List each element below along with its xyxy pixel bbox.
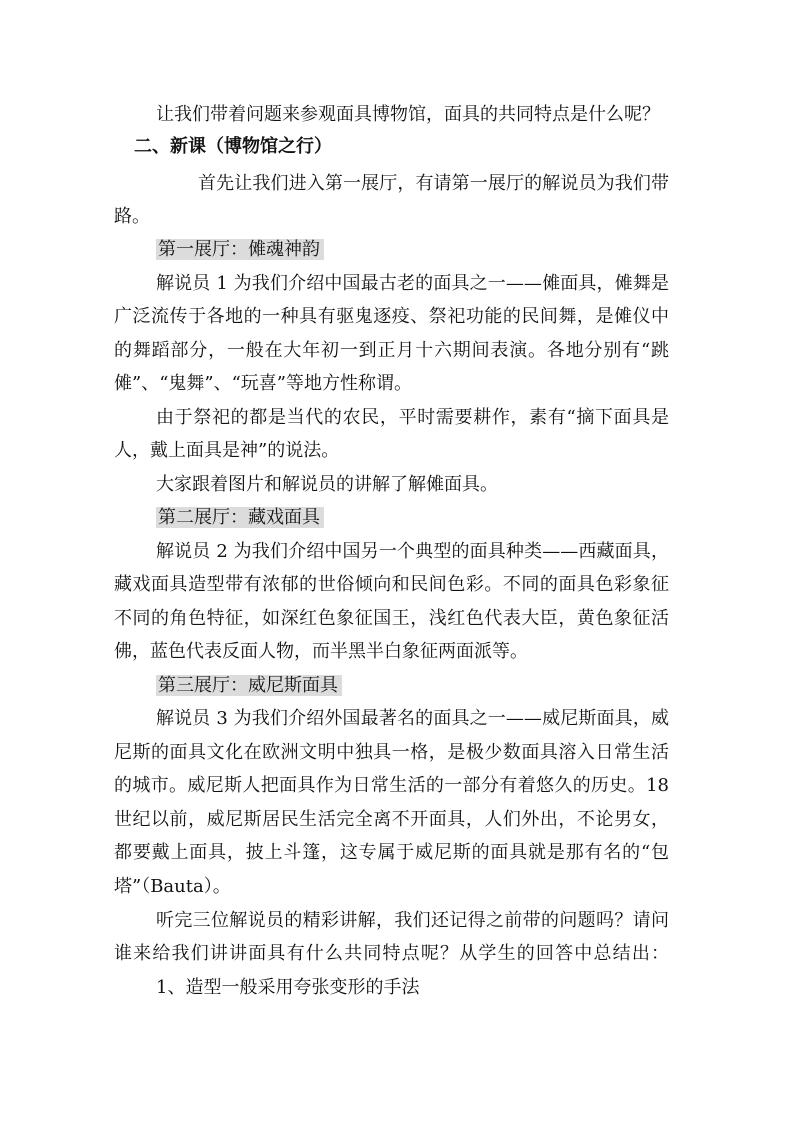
summary-line-1: 听完三位解说员的精彩讲解，我们还记得之前带的问题吗？请问 (156, 910, 669, 931)
hall3-title (156, 672, 342, 700)
hall2-para1-line-3: 不同的角色特征，如深红色象征国王，浅红色代表大臣，黄色象征活 (114, 608, 669, 629)
summary-line-2: 谁来给我们讲讲面具有什么共同特点呢？从学生的回答中总结出： (114, 943, 669, 964)
hall1-para2-line-1: 由于祭祀的都是当代的农民，平时需要耕作，素有“摘下面具是 (156, 407, 669, 428)
hall2-para1-line-4: 佛，蓝色代表反面人物，而半黑半白象征两面派等。 (114, 641, 528, 662)
intro-line-1: 首先让我们进入第一展厅，有请第一展厅的解说员为我们带 (198, 173, 669, 194)
hall3-para1-line-1: 解说员 3 为我们介绍外国最著名的面具之一——威尼斯面具，威 (156, 708, 669, 729)
hall1-title-text: 第一展厅：傩魂神韵 (156, 239, 324, 260)
hall1-para1-line-1: 解说员 1 为我们介绍中国最古老的面具之一——傩面具，傩舞是 (156, 273, 669, 294)
section-heading: 二、新课（博物馆之行） (134, 136, 332, 157)
hall3-para1-line-5: 都要戴上面具，披上斗篷，这专属于威尼斯的面具就是那有名的“包 (114, 842, 669, 863)
question-line: 让我们带着问题来参观面具博物馆，面具的共同特点是什么呢？ (156, 104, 660, 125)
hall3-para1-line-4: 世纪以前，威尼斯居民生活完全离不开面具，人们外出，不论男女， (114, 809, 669, 830)
hall2-title (156, 504, 324, 532)
hall2-para1-line-1: 解说员 2 为我们介绍中国另一个典型的面具种类——西藏面具， (156, 541, 669, 562)
hall1-para1-line-3: 的舞蹈部分，一般在大年初一到正月十六期间表演。各地分别有“跳 (114, 340, 669, 361)
hall3-title-text: 第三展厅：威尼斯面具 (156, 675, 342, 696)
hall3-para1-line-2: 尼斯的面具文化在欧洲文明中独具一格，是极少数面具溶入日常生活 (114, 742, 669, 763)
hall1-para3: 大家跟着图片和解说员的讲解了解傩面具。 (156, 474, 498, 495)
hall1-title (156, 236, 324, 264)
hall3-para1-line-6: 塔”（Bauta）。 (114, 876, 231, 897)
hall1-para1-line-4: 傩”、“鬼舞”、“玩喜”等地方性称谓。 (114, 373, 413, 394)
intro-line-2: 路。 (114, 206, 150, 227)
hall1-para2-line-2: 人，戴上面具是神”的说法。 (114, 440, 340, 461)
hall1-para1-line-2: 广泛流传于各地的一种具有驱鬼逐疫、祭祀功能的民间舞，是傩仪中 (114, 306, 669, 327)
hall3-para1-line-3: 的城市。威尼斯人把面具作为日常生活的一部分有着悠久的历史。18 (114, 775, 669, 796)
hall2-para1-line-2: 藏戏面具造型带有浓郁的世俗倾向和民间色彩。不同的面具色彩象征 (114, 574, 669, 595)
point-1: 1、造型一般采用夸张变形的手法 (156, 977, 420, 998)
hall2-title-text: 第二展厅：藏戏面具 (156, 507, 324, 528)
